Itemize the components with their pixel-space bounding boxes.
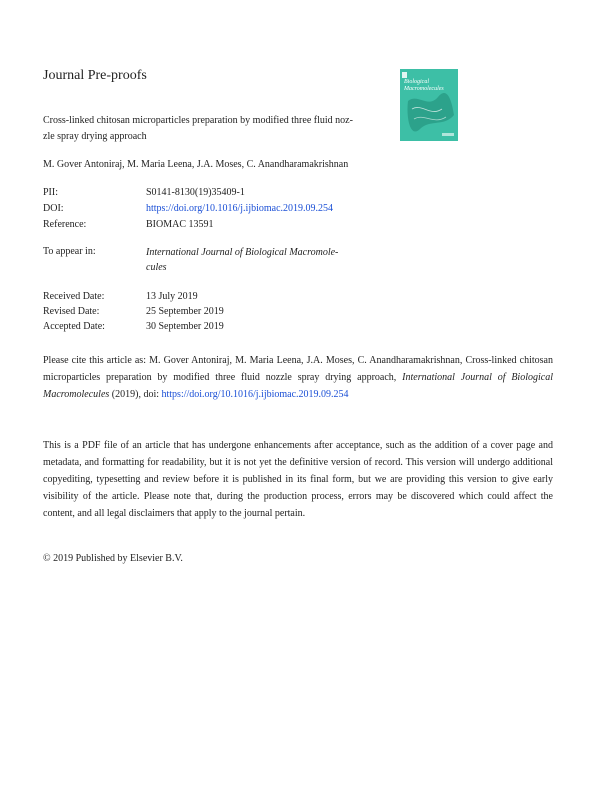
- citation-paragraph: [43, 352, 553, 403]
- to-appear-value-line2: cules: [146, 262, 167, 273]
- doi-label: DOI:: [43, 203, 64, 214]
- citation-doi-link[interactable]: https://doi.org/10.1016/j.ijbiomac.2019.09.254: [161, 389, 349, 400]
- reference-value: BIOMAC 13591: [146, 219, 214, 230]
- doi-link[interactable]: https://doi.org/10.1016/j.ijbiomac.2019.09.254: [146, 203, 334, 214]
- article-title-line2: zle spray drying approach: [43, 131, 147, 142]
- to-appear-value-line1: International Journal of Biological Macromole-: [146, 247, 339, 258]
- to-appear-value: [146, 245, 371, 275]
- revised-date-value: 25 September 2019: [146, 306, 224, 317]
- journal-cover-image: [400, 69, 458, 141]
- article-title-line1: Cross-linked chitosan microparticles preparation by modified three fluid noz-: [43, 115, 353, 126]
- revised-date-label: Revised Date:: [43, 306, 100, 317]
- authors: M. Gover Antoniraj, M. Maria Leena, J.A. Moses, C. Anandharamakrishnan: [43, 159, 349, 170]
- reference-label: Reference:: [43, 219, 87, 230]
- cover-title-line1: Biological: [404, 79, 429, 85]
- pii-label: PII:: [43, 187, 58, 198]
- accepted-date-label: Accepted Date:: [43, 321, 105, 332]
- to-appear-label: To appear in:: [43, 246, 96, 257]
- received-date-label: Received Date:: [43, 291, 105, 302]
- article-title: [43, 113, 383, 145]
- disclaimer-paragraph: This is a PDF file of an article that has undergone enhancements after acceptance, such as the addition of a cover page and metadata, and formatting for readability, but it is not yet the definitive version of record. This version will undergo additional copyediting, typesetting and review before it is published in its final form, but we are providing this version to give early visibility of the article. Please note that, during the production process, errors may be discovered which could affect the content, and all legal disclaimers that apply to the journal pertain.: [43, 440, 553, 519]
- citation-suffix: (2019), doi:: [109, 389, 162, 400]
- accepted-date-value: 30 September 2019: [146, 321, 224, 332]
- citation-journal: International Journal of Biological Macromolecules: [43, 372, 553, 400]
- cover-title-line2: Macromolecules: [404, 86, 444, 92]
- received-date-value: 13 July 2019: [146, 291, 198, 302]
- pii-value: S0141-8130(19)35409-1: [146, 187, 245, 198]
- journal-pre-proofs-label: Journal Pre-proofs: [43, 68, 147, 83]
- citation-prefix: Please cite this article as: M. Gover Antoniraj, M. Maria Leena, J.A. Moses, C. Anandharamakrishnan, Cross-linked chitosan microparticles preparation by modified three fluid nozzle spray drying approach,: [43, 355, 553, 383]
- copyright-notice: © 2019 Published by Elsevier B.V.: [43, 553, 183, 564]
